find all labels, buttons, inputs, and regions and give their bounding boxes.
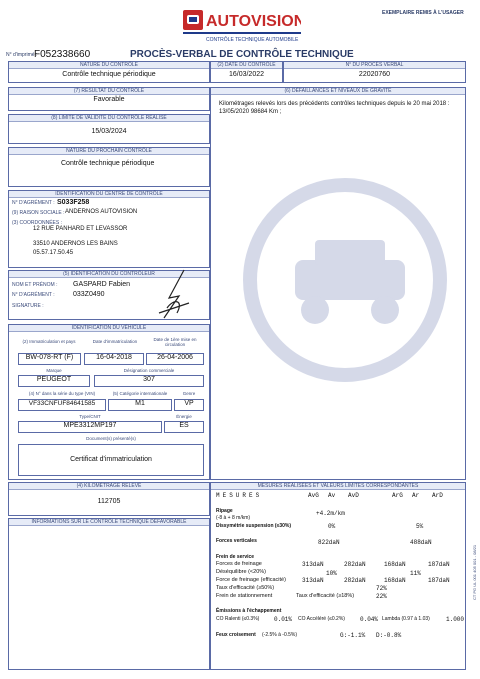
side-code: CT PG UL 001 405 001 - 08/21 (472, 544, 477, 600)
ripage-label: Ripage (216, 508, 233, 514)
ff-arg: 168daN (384, 561, 406, 568)
type-field: MPE3312MP197 (18, 421, 162, 433)
centre-rs-value: ANDERNOS AUTOVISION (65, 209, 138, 215)
docs-field: Certificat d'immatriculation (18, 444, 204, 476)
label-type: Type/CNIT (79, 414, 101, 419)
validity-value: 15/03/2024 (91, 128, 127, 135)
nature-value: Contrôle technique périodique (62, 71, 156, 78)
fc-d: D:-0.8% (376, 632, 402, 639)
label-designation: Désignation commerciale (123, 368, 175, 373)
des-av: 10% (326, 570, 337, 577)
copy-note: EXEMPLAIRE REMIS À L'USAGER (382, 10, 464, 16)
des-ar: 11% (410, 570, 421, 577)
label-docs: Document(s) présenté(s) (86, 436, 136, 441)
measures-content (214, 492, 465, 668)
fv-label: Forces verticales (216, 538, 257, 544)
ffe-avg: 313daN (302, 577, 324, 584)
inspector-caption: (5) IDENTIFICATION DU CONTRÔLEUR (9, 271, 209, 278)
label-date-circ: Date de 1ère mise en circulation (153, 337, 197, 347)
fst-te-value: 22% (376, 593, 387, 600)
next-value: Contrôle technique périodique (61, 160, 155, 167)
centre-rs-label: (9) RAISON SOCIALE : (12, 210, 65, 216)
pv-box (283, 61, 466, 83)
date-circ-field: 26-04-2006 (146, 353, 204, 365)
result-caption: (7) RÉSULTAT DU CONTRÔLE (9, 88, 209, 95)
energie-field: ES (164, 421, 204, 433)
centre-agr-value: S033F258 (57, 199, 90, 206)
fc-label: Feux croisement (216, 632, 256, 638)
te-label: Taux d'efficacité (≥50%) (216, 585, 275, 591)
ffe-label: Force de freinage (efficacité) (216, 577, 286, 583)
signature-label: SIGNATURE : (12, 303, 44, 309)
result-box (8, 87, 210, 111)
ff-label: Forces de freinage (216, 561, 262, 567)
inspector-name-label: NOM ET PRÉNOM : (12, 282, 58, 288)
date-value: 16/03/2022 (228, 71, 265, 78)
centre-box (8, 190, 210, 268)
ff-avd: 282daN (344, 561, 366, 568)
date-box (210, 61, 283, 83)
fst-label: Frein de stationnement (216, 593, 273, 599)
centre-coord-label: (3) COORDONNÉES : (12, 220, 63, 226)
brand-subtitle: CONTRÔLE TECHNIQUE AUTOMOBILE (206, 37, 299, 43)
km-value: 112705 (97, 498, 121, 505)
label-marque: Marque (46, 368, 62, 373)
inspector-agr-value: 033Z0490 (73, 291, 105, 298)
inspector-agr-label: N° D'AGRÉMENT : (12, 292, 55, 298)
report-title: PROCÈS-VERBAL DE CONTRÔLE TECHNIQUE (130, 49, 354, 60)
centre-phone: 05.57.17.50.45 (33, 250, 74, 256)
header-ar: Ar (412, 492, 420, 499)
ripage-limit: (-8 à + 8 m/km) (216, 515, 251, 521)
des-label: Déséquilibre (<20%) (216, 569, 266, 575)
label-immat: (2) Immatriculation et pays (22, 339, 76, 344)
date-immat-field: 16-04-2018 (84, 353, 144, 365)
info-box (8, 518, 210, 670)
label-cat: (5) Catégorie internationale (112, 391, 168, 396)
defects-caption: (6) DÉFAILLANCES ET NIVEAUX DE GRAVITÉ (211, 88, 465, 95)
ff-ard: 187daN (428, 561, 450, 568)
pv-value: 22020760 (358, 71, 391, 78)
label-energie: Énergie (176, 414, 192, 419)
inspector-name-value: GASPARD Fabien (73, 281, 131, 288)
fs-title: Frein de service (216, 554, 255, 560)
doc-number-label: N° d'imprimé : (6, 52, 38, 58)
ffe-arg: 168daN (384, 577, 406, 584)
validity-box (8, 114, 210, 144)
brand-name: AUTOVISION (206, 13, 301, 30)
dissym-ar: 5% (416, 523, 424, 530)
nature-box (8, 61, 210, 83)
te-value: 72% (376, 585, 387, 592)
centre-agr-label: N° D'AGRÉMENT : (12, 200, 55, 206)
fc-g: G:-1.1% (340, 632, 366, 639)
label-date-immat: Date d'immatriculation (92, 339, 138, 344)
inspector-box (8, 270, 210, 320)
designation-field: 307 (94, 375, 204, 387)
next-caption: NATURE DU PROCHAIN CONTRÔLE (9, 148, 209, 155)
autovision-logo (183, 8, 301, 46)
marque-field: PEUGEOT (18, 375, 90, 387)
header-avd: AvD (348, 492, 359, 499)
co-acc-value: 0.04% (360, 616, 379, 623)
centre-caption: IDENTIFICATION DU CENTRE DE CONTRÔLE (9, 191, 209, 198)
fv-ar: 488daN (410, 539, 432, 546)
ffe-avd: 282daN (344, 577, 366, 584)
vehicle-caption: IDENTIFICATION DU VÉHICULE (9, 325, 209, 332)
validity-caption: (8) LIMITE DE VALIDITÉ DU CONTRÔLE RÉALISÉ (9, 115, 209, 122)
fv-av: 822daN (318, 539, 340, 546)
date-caption: (2) DATE DU CONTRÔLE (211, 62, 282, 69)
dissym-av: 0% (328, 523, 336, 530)
defects-text: Kilométrages relevés lors des précédents contrôles techniques depuis le 20 mai 2018 : 13/05/2020 98684 Km ; (219, 101, 450, 115)
header-ard: ArD (432, 492, 443, 499)
dissym-label: Dissymétrie suspension (≤30%) (216, 523, 291, 529)
centre-addr1: 12 RUE PANHARD ET LEVASSOR (33, 226, 128, 232)
nature-caption: NATURE DU CONTRÔLE (9, 62, 209, 69)
pv-caption: N° DU PROCÈS VERBAL (284, 62, 465, 69)
km-caption: (4) KILOMÉTRAGE RELEVÉ (9, 483, 209, 490)
ffe-ard: 187daN (428, 577, 450, 584)
header-avg: AvG (308, 492, 319, 499)
doc-number: F052338660 (34, 49, 91, 60)
header-arg: ArG (392, 492, 403, 499)
label-vin: (4) N° dans la série du type (VIN) (28, 391, 96, 396)
watermark-graphic (235, 170, 475, 410)
immat-field: BW-078-RT (F) (18, 353, 81, 365)
genre-field: VP (174, 399, 204, 411)
fst-te-label: Taux d'efficacité (≥18%) (296, 593, 355, 599)
vin-field: VF33CNFUF84641585 (18, 399, 106, 411)
em-title: Émissions à l'échappement (216, 608, 282, 614)
ripage-value: +4.2m/km (316, 510, 345, 517)
ff-avg: 313daN (302, 561, 324, 568)
centre-addr2: 33510 ANDERNOS LES BAINS (33, 241, 118, 247)
measures-caption: MESURES RÉALISÉES ET VALEURS LIMITES CORRESPONDANTES (211, 483, 465, 490)
label-genre: Genre (182, 391, 196, 396)
co-acc-label: CO Accéléré (≤0.2%) (298, 616, 345, 622)
info-caption: INFORMATIONS SUR LE CONTRÔLE TECHNIQUE DÉFAVORABLE (9, 519, 209, 526)
cat-field: M1 (108, 399, 172, 411)
lambda-label: Lambda (0.97 à 1.03) (382, 616, 430, 622)
fc-limit: (-2.5% à -0.5%) (262, 632, 298, 638)
co-ral-value: 0.01% (274, 616, 293, 623)
next-control-box (8, 147, 210, 187)
result-value: Favorable (93, 96, 125, 103)
km-box (8, 482, 210, 516)
lambda-value: 1.000 (446, 616, 465, 623)
header-av: Av (328, 492, 336, 499)
inspector-signature (149, 268, 199, 323)
measures-header-title: MESURES (216, 492, 263, 499)
co-ral-label: CO Ralenti (≤0.3%) (216, 616, 260, 622)
